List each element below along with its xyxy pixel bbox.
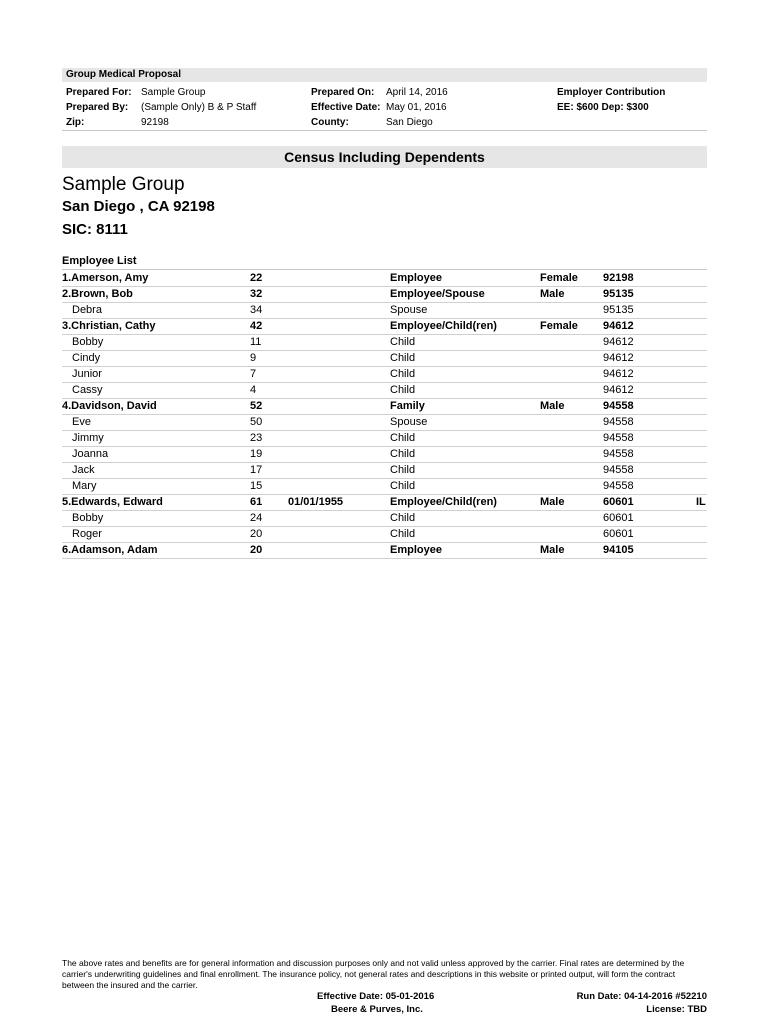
member-zip: 60601	[603, 511, 634, 524]
member-age: 61	[250, 495, 263, 508]
member-age: 7	[250, 367, 257, 380]
prepared-for-value: Sample Group	[141, 87, 206, 98]
member-age: 42	[250, 319, 263, 332]
member-zip: 95135	[603, 287, 634, 300]
prepared-on-label: Prepared On:	[311, 87, 375, 98]
section-title: Census Including Dependents	[284, 149, 485, 165]
member-name: 1.Amerson, Amy	[62, 271, 149, 284]
table-row	[62, 478, 707, 495]
member-coverage-type: Employee	[390, 543, 442, 556]
member-coverage-type: Child	[390, 527, 416, 540]
member-name: Cassy	[72, 383, 103, 396]
member-zip: 60601	[603, 495, 634, 508]
footer-license: License: TBD	[646, 1004, 707, 1015]
member-zip: 94558	[603, 431, 634, 444]
table-row	[62, 414, 707, 431]
member-age: 17	[250, 463, 263, 476]
member-age: 32	[250, 287, 263, 300]
member-gender: Male	[540, 543, 565, 556]
member-age: 4	[250, 383, 257, 396]
employer-contribution-value: EE: $600 Dep: $300	[557, 102, 649, 113]
county-label: County:	[311, 117, 349, 128]
table-row	[62, 350, 707, 367]
member-gender: Female	[540, 271, 578, 284]
member-age: 20	[250, 543, 263, 556]
member-age: 23	[250, 431, 263, 444]
table-row	[62, 318, 707, 335]
member-zip: 94558	[603, 479, 634, 492]
member-name: Eve	[72, 415, 91, 428]
table-row	[62, 510, 707, 527]
group-location: San Diego , CA 92198	[62, 198, 215, 215]
member-coverage-type: Child	[390, 479, 416, 492]
effective-date-value: May 01, 2016	[386, 102, 447, 113]
table-row	[62, 494, 707, 511]
table-row	[62, 542, 707, 559]
member-age: 15	[250, 479, 263, 492]
member-age: 19	[250, 447, 263, 460]
member-coverage-type: Employee/Child(ren)	[390, 495, 497, 508]
member-coverage-type: Employee/Child(ren)	[390, 319, 497, 332]
member-dob: 01/01/1955	[288, 495, 344, 508]
member-age: 50	[250, 415, 263, 428]
table-row	[62, 462, 707, 479]
member-zip: 94612	[603, 319, 634, 332]
member-zip: 94105	[603, 543, 634, 556]
member-coverage-type: Child	[390, 431, 416, 444]
footer-run-date: Run Date: 04-14-2016 #52210	[576, 991, 707, 1002]
member-zip: 94612	[603, 367, 634, 380]
member-zip: 94612	[603, 351, 634, 364]
member-zip: 92198	[603, 271, 634, 284]
member-gender: Male	[540, 399, 565, 412]
group-sic: SIC: 8111	[62, 221, 128, 238]
prepared-for-label: Prepared For:	[66, 87, 132, 98]
member-coverage-type: Child	[390, 463, 416, 476]
county-value: San Diego	[386, 117, 433, 128]
member-coverage-type: Employee	[390, 271, 442, 284]
member-name: Cindy	[72, 351, 101, 364]
member-name: 4.Davidson, David	[62, 399, 157, 412]
member-coverage-type: Child	[390, 383, 416, 396]
table-row	[62, 382, 707, 399]
member-coverage-type: Family	[390, 399, 425, 412]
employee-list-label: Employee List	[62, 255, 137, 267]
member-zip: 94558	[603, 447, 634, 460]
member-name: Jimmy	[72, 431, 104, 444]
prepared-on-value: April 14, 2016	[386, 87, 448, 98]
member-coverage-type: Child	[390, 351, 416, 364]
member-state: IL	[696, 495, 706, 508]
member-name: 3.Christian, Cathy	[62, 319, 156, 332]
zip-label: Zip:	[66, 117, 85, 128]
header-divider	[62, 130, 707, 131]
table-row	[62, 430, 707, 447]
member-zip: 94558	[603, 415, 634, 428]
member-coverage-type: Child	[390, 511, 416, 524]
member-name: Bobby	[72, 335, 104, 348]
member-gender: Male	[540, 287, 565, 300]
member-name: Jack	[72, 463, 95, 476]
table-row	[62, 270, 707, 287]
disclaimer-text: The above rates and benefits are for general information and discussion purposes only and not valid unless approved by the carrier. Final rates are determined by the carrier's underwriting guidelines and final enrollment. The insurance policy, not general rates and descriptions in this website or printed output, will form the contract between the insured and the carrier.	[62, 958, 685, 990]
footer-effective-date: Effective Date: 05-01-2016	[317, 991, 435, 1002]
member-name: 6.Adamson, Adam	[62, 543, 158, 556]
member-name: Mary	[72, 479, 97, 492]
member-age: 9	[250, 351, 257, 364]
member-coverage-type: Child	[390, 367, 416, 380]
member-zip: 95135	[603, 303, 634, 316]
member-age: 24	[250, 511, 263, 524]
member-coverage-type: Child	[390, 447, 416, 460]
member-zip: 94558	[603, 463, 634, 476]
member-name: Roger	[72, 527, 102, 540]
member-name: Bobby	[72, 511, 104, 524]
table-row	[62, 286, 707, 303]
member-name: 5.Edwards, Edward	[62, 495, 163, 508]
employer-contribution-label: Employer Contribution	[557, 87, 666, 98]
member-name: Debra	[72, 303, 102, 316]
member-age: 22	[250, 271, 263, 284]
table-row	[62, 366, 707, 383]
member-coverage-type: Spouse	[390, 303, 428, 316]
prepared-by-value: (Sample Only) B & P Staff	[141, 102, 257, 113]
table-row	[62, 526, 707, 543]
member-coverage-type: Child	[390, 335, 416, 348]
member-age: 11	[250, 335, 262, 348]
member-coverage-type: Employee/Spouse	[390, 287, 485, 300]
member-age: 20	[250, 527, 263, 540]
proposal-title: Group Medical Proposal	[66, 69, 182, 80]
member-name: Joanna	[72, 447, 109, 460]
member-zip: 60601	[603, 527, 634, 540]
table-row	[62, 334, 707, 351]
prepared-by-label: Prepared By:	[66, 102, 129, 113]
member-coverage-type: Spouse	[390, 415, 428, 428]
member-age: 34	[250, 303, 263, 316]
zip-value: 92198	[141, 117, 169, 128]
table-row	[62, 446, 707, 463]
member-gender: Female	[540, 319, 578, 332]
effective-date-label: Effective Date:	[311, 102, 381, 113]
member-zip: 94612	[603, 335, 634, 348]
member-name: Junior	[72, 367, 102, 380]
footer-company: Beere & Purves, Inc.	[331, 1004, 423, 1015]
member-zip: 94558	[603, 399, 634, 412]
member-gender: Male	[540, 495, 565, 508]
table-row	[62, 302, 707, 319]
group-name: Sample Group	[62, 174, 185, 195]
table-row	[62, 398, 707, 415]
member-name: 2.Brown, Bob	[62, 287, 133, 300]
member-age: 52	[250, 399, 263, 412]
member-zip: 94612	[603, 383, 634, 396]
